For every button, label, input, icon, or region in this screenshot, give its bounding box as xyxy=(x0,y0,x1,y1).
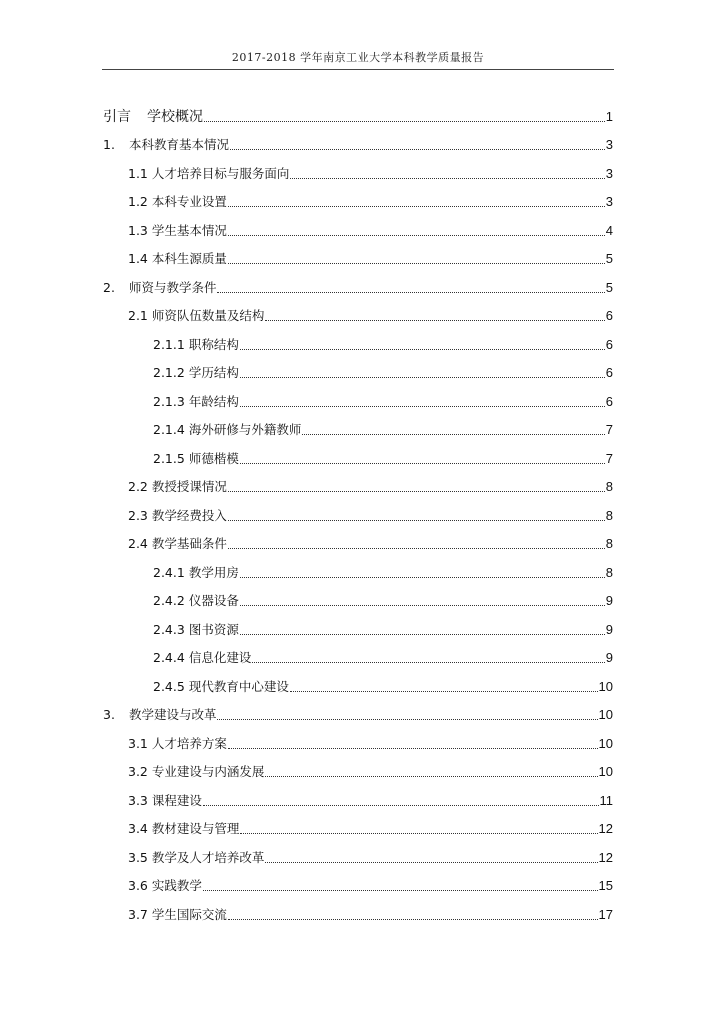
toc-entry-page: 3 xyxy=(605,194,613,209)
toc-entry-3-6[interactable] xyxy=(128,872,613,894)
toc-leader-dots xyxy=(228,235,605,236)
toc-entry-2-4-4[interactable] xyxy=(153,644,613,666)
toc-entry-number: 2.2 xyxy=(128,479,148,494)
running-header: 2017-2018 学年南京工业大学本科教学质量报告 xyxy=(231,51,485,64)
toc-entry-1-3[interactable] xyxy=(128,217,613,239)
toc-leader-dots xyxy=(230,149,605,150)
toc-entry-page: 11 xyxy=(599,793,613,808)
toc-entry-title: 教材建设与管理 xyxy=(151,821,240,836)
toc-entry-page: 8 xyxy=(605,565,613,580)
toc-entry-2-1-1[interactable] xyxy=(153,331,613,353)
toc-leader-dots xyxy=(265,776,597,777)
toc-leader-dots xyxy=(228,548,605,549)
toc-entry-number: 1.1 xyxy=(128,166,148,181)
toc-entry-title: 人才培养方案 xyxy=(151,736,227,751)
toc-entry-number: 3.1 xyxy=(128,736,148,751)
toc-entry-number: 2.4.4 xyxy=(153,650,185,665)
toc-entry-number: 3.6 xyxy=(128,878,148,893)
toc-leader-dots xyxy=(228,919,598,920)
toc-entry-2-4-2[interactable] xyxy=(153,587,613,609)
toc-entry-page: 5 xyxy=(605,280,613,295)
toc-entry-title: 职称结构 xyxy=(188,337,239,352)
toc-entry-title: 仪器设备 xyxy=(188,593,239,608)
toc-entry-page: 7 xyxy=(605,451,613,466)
toc-entry-title: 教学及人才培养改革 xyxy=(151,850,265,865)
toc-entry-title: 教学建设与改革 xyxy=(128,707,217,722)
toc-leader-dots xyxy=(203,805,599,806)
toc-entry-page: 1 xyxy=(605,109,613,124)
toc-entry-number: 3. xyxy=(103,707,115,722)
toc-leader-dots xyxy=(265,862,597,863)
toc-entry-page: 6 xyxy=(605,365,613,380)
toc-leader-dots xyxy=(240,833,597,834)
toc-entry-title: 人才培养目标与服务面向 xyxy=(151,166,290,181)
toc-leader-dots xyxy=(217,292,604,293)
toc-entry-2-4-3[interactable] xyxy=(153,616,613,638)
toc-entry-1[interactable] xyxy=(103,131,613,153)
toc-entry-title: 图书资源 xyxy=(188,622,239,637)
toc-entry-number: 3.2 xyxy=(128,764,148,779)
toc-leader-dots xyxy=(240,377,605,378)
toc-entry-2-4-1[interactable] xyxy=(153,559,613,581)
toc-entry-title: 实践教学 xyxy=(151,878,202,893)
toc-entry-3-1[interactable] xyxy=(128,730,613,752)
toc-leader-dots xyxy=(302,434,604,435)
toc-entry-page: 10 xyxy=(598,764,613,779)
toc-entry-2-4-5[interactable] xyxy=(153,673,613,695)
toc-entry-1-4[interactable] xyxy=(128,245,613,267)
toc-entry-title: 信息化建设 xyxy=(188,650,252,665)
toc-entry-page: 9 xyxy=(605,593,613,608)
toc-entry-title: 学校概况 xyxy=(147,109,203,125)
toc-entry-page: 10 xyxy=(598,679,613,694)
toc-entry-3-4[interactable] xyxy=(128,815,613,837)
toc-entry-title: 现代教育中心建设 xyxy=(188,679,289,694)
toc-entry-title: 教授授课情况 xyxy=(151,479,227,494)
toc-entry-page: 12 xyxy=(598,850,613,865)
toc-entry-page: 8 xyxy=(605,479,613,494)
toc-entry-number: 3.5 xyxy=(128,850,148,865)
toc-entry-3-7[interactable] xyxy=(128,901,613,923)
toc-entry-number: 3.3 xyxy=(128,793,148,808)
toc-entry-number: 1. xyxy=(103,137,115,152)
toc-entry-page: 4 xyxy=(605,223,613,238)
toc-entry-number: 2.3 xyxy=(128,508,148,523)
toc-entry-number: 2.1.2 xyxy=(153,365,185,380)
toc-leader-dots xyxy=(228,263,605,264)
toc-entry-number: 2.4.2 xyxy=(153,593,185,608)
toc-leader-dots xyxy=(240,605,605,606)
toc-entry-number: 3.4 xyxy=(128,821,148,836)
toc-entry-2-1-4[interactable] xyxy=(153,416,613,438)
toc-leader-dots xyxy=(240,463,605,464)
toc-entry-number: 2.4 xyxy=(128,536,148,551)
toc-entry-2-1-2[interactable] xyxy=(153,359,613,381)
toc-entry-page: 17 xyxy=(598,907,613,922)
toc-entry-2-3[interactable] xyxy=(128,502,613,524)
toc-entry-number: 2.4.3 xyxy=(153,622,185,637)
toc-leader-dots xyxy=(228,520,605,521)
toc-entry-intro[interactable] xyxy=(103,103,613,125)
toc-entry-2-2[interactable] xyxy=(128,473,613,495)
toc-entry-title: 教学用房 xyxy=(188,565,239,580)
toc-entry-title: 本科生源质量 xyxy=(151,251,227,266)
toc-entry-title: 年龄结构 xyxy=(188,394,239,409)
toc-entry-page: 6 xyxy=(605,394,613,409)
toc-entry-1-1[interactable] xyxy=(128,160,613,182)
toc-entry-page: 9 xyxy=(605,622,613,637)
toc-entry-page: 5 xyxy=(605,251,613,266)
toc-entry-number: 1.2 xyxy=(128,194,148,209)
toc-entry-title: 师资队伍数量及结构 xyxy=(151,308,265,323)
toc-leader-dots xyxy=(228,748,598,749)
toc-leader-dots xyxy=(290,178,604,179)
toc-leader-dots xyxy=(228,206,605,207)
toc-entry-3[interactable] xyxy=(103,701,613,723)
toc-entry-title: 学生基本情况 xyxy=(151,223,227,238)
toc-entry-page: 10 xyxy=(598,707,613,722)
toc-leader-dots xyxy=(290,691,598,692)
toc-entry-2-1-5[interactable] xyxy=(153,445,613,467)
toc-entry-page: 8 xyxy=(605,536,613,551)
toc-leader-dots xyxy=(240,577,605,578)
toc-entry-number: 2. xyxy=(103,280,115,295)
toc-entry-number: 2.4.5 xyxy=(153,679,185,694)
toc-entry-number: 2.4.1 xyxy=(153,565,185,580)
toc-entry-title: 师德楷模 xyxy=(188,451,239,466)
toc-leader-dots xyxy=(240,634,605,635)
toc-entry-number: 1.4 xyxy=(128,251,148,266)
toc-entry-page: 8 xyxy=(605,508,613,523)
toc-leader-dots xyxy=(203,890,598,891)
toc-entry-title: 教学经费投入 xyxy=(151,508,227,523)
toc-entry-page: 6 xyxy=(605,308,613,323)
toc-entry-number: 2.1 xyxy=(128,308,148,323)
toc-entry-2-1-3[interactable] xyxy=(153,388,613,410)
toc-entry-3-3[interactable] xyxy=(128,787,613,809)
toc-entry-number: 2.1.4 xyxy=(153,422,185,437)
toc-entry-title: 教学基础条件 xyxy=(151,536,227,551)
toc-entry-2-1[interactable] xyxy=(128,302,613,324)
toc-entry-title: 本科专业设置 xyxy=(151,194,227,209)
toc-entry-title: 本科教育基本情况 xyxy=(128,137,229,152)
toc-leader-dots xyxy=(217,719,597,720)
toc-entry-page: 15 xyxy=(598,878,613,893)
toc-leader-dots xyxy=(240,406,605,407)
toc-entry-title: 海外研修与外籍教师 xyxy=(188,422,302,437)
toc-entry-page: 6 xyxy=(605,337,613,352)
toc-entry-number: 2.1.3 xyxy=(153,394,185,409)
toc-entry-1-2[interactable] xyxy=(128,188,613,210)
toc-entry-title: 课程建设 xyxy=(151,793,202,808)
toc-entry-page: 10 xyxy=(598,736,613,751)
toc-entry-title: 专业建设与内涵发展 xyxy=(151,764,265,779)
toc-leader-dots xyxy=(265,320,604,321)
toc-entry-title: 学生国际交流 xyxy=(151,907,227,922)
toc-entry-title: 师资与教学条件 xyxy=(128,280,217,295)
toc-leader-dots xyxy=(204,121,605,122)
toc-entry-number: 2.1.5 xyxy=(153,451,185,466)
toc-entry-3-2[interactable] xyxy=(128,758,613,780)
toc-entry-2[interactable] xyxy=(103,274,613,296)
toc-entry-page: 3 xyxy=(605,137,613,152)
toc-entry-number: 2.1.1 xyxy=(153,337,185,352)
toc-entry-page: 9 xyxy=(605,650,613,665)
toc-entry-page: 7 xyxy=(605,422,613,437)
toc-entry-number: 3.7 xyxy=(128,907,148,922)
toc-leader-dots xyxy=(228,491,605,492)
toc-entry-page: 12 xyxy=(598,821,613,836)
toc-entry-2-4[interactable] xyxy=(128,530,613,552)
toc-leader-dots xyxy=(240,349,605,350)
toc-entry-title: 学历结构 xyxy=(188,365,239,380)
toc-entry-page: 3 xyxy=(605,166,613,181)
toc-entry-number: 引言 xyxy=(103,109,131,125)
toc-leader-dots xyxy=(252,662,604,663)
toc-entry-number: 1.3 xyxy=(128,223,148,238)
toc-entry-3-5[interactable] xyxy=(128,844,613,866)
